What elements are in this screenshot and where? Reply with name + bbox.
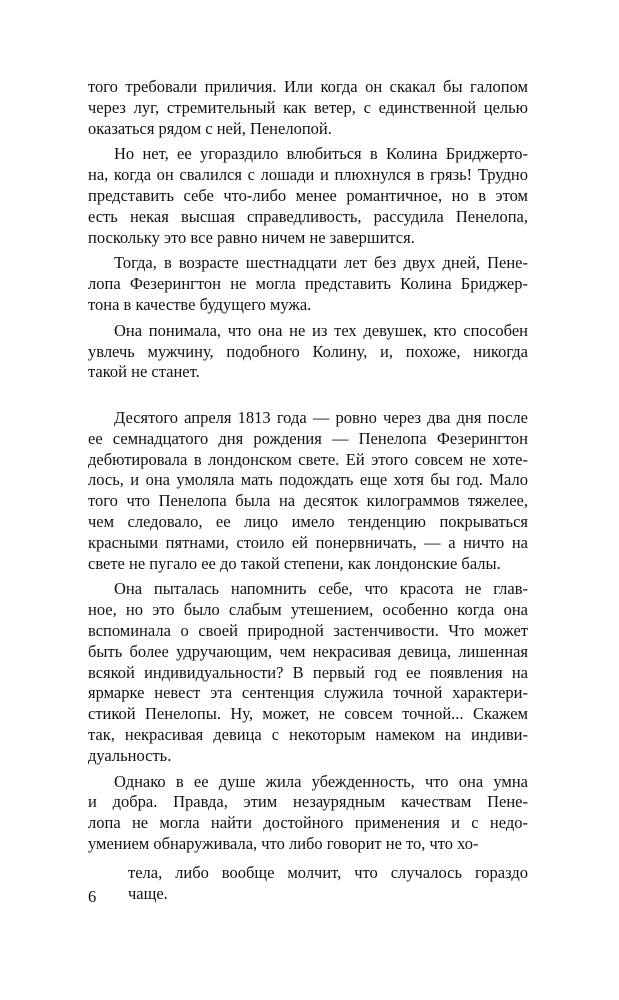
text-line: представить себе что-либо менее романтичное, но в этом: [88, 185, 528, 205]
text-line: такой не станет.: [88, 362, 200, 382]
text-line: чаще.: [128, 883, 168, 903]
text-line: Она понимала, что она не из тех девушек, кто способен: [114, 320, 528, 340]
text-line: лопа не могла найти достойного применения и с недо-: [88, 813, 528, 833]
text-line: того требовали приличия. Или когда он скакал бы галопом: [88, 77, 528, 96]
text-line: поскольку это все равно ничем не завершится.: [88, 227, 415, 247]
text-line: того что Пенелопа была на десяток килограммов тяжелее,: [88, 491, 528, 511]
text-line: лось, и она умоляла мать подождать еще хотя бы год. Мало: [88, 470, 528, 490]
paragraph: [88, 579, 528, 766]
paragraph: [88, 321, 528, 383]
text-line: красными пятнами, стоило ей понервничать, — а ничто на: [88, 532, 528, 552]
text-section-1: [88, 77, 528, 388]
text-line: ярмарке невест эта сентенция служила точной характери-: [88, 683, 528, 703]
text-line: через луг, стремительный как ветер, с единственной целью: [88, 97, 528, 117]
text-line: Однако в ее душе жила убежденность, что она умна: [114, 771, 528, 791]
text-line: есть некая высшая справедливость, рассудила Пенелопа,: [88, 206, 528, 226]
text-line: Десятого апреля 1813 года — ровно через два дня после: [114, 408, 528, 427]
text-line: оказаться рядом с ней, Пенелопой.: [88, 118, 332, 138]
text-line: Она пыталась напомнить себе, что красота не глав-: [114, 579, 528, 599]
text-line: лопа Фезерингтон не могла представить Колина Бриджер-: [88, 274, 528, 294]
text-line: чем следовало, ее лицо имело тенденцию покрываться: [88, 511, 528, 531]
text-line: дуальность.: [88, 745, 172, 765]
text-line: на, когда он свалился с лошади и плюхнулся в грязь! Трудно: [88, 165, 528, 185]
text-line: вспоминала о своей природной застенчивости. Что может: [88, 620, 528, 640]
text-line: и добра. Правда, этим незаурядным качествам Пене-: [88, 792, 528, 812]
text-line: так, некрасивая девица с некоторым намеком на индиви-: [88, 724, 528, 744]
text-line: умением обнаруживала, что либо говорит не то, что хо-: [88, 833, 479, 853]
text-line: свете не пугало ее до такой степени, как лондонские балы.: [88, 553, 501, 573]
text-line: всякой индивидуальности? В первый год ее появления на: [88, 662, 528, 682]
text-line: Но нет, ее угораздило влюбиться в Колина Бриджерто-: [114, 144, 528, 164]
paragraph: [88, 253, 528, 315]
paragraph: [88, 408, 528, 574]
paragraph: [88, 77, 528, 139]
text-line: тела, либо вообще молчит, что случалось гораздо: [128, 863, 528, 882]
text-line: быть более удручающим, чем некрасивая девица, лишенная: [88, 641, 528, 661]
paragraph: [88, 144, 528, 248]
paragraph: [88, 772, 528, 855]
text-line: ное, но это было слабым утешением, особенно когда она: [88, 600, 528, 620]
text-line: увлечь мужчину, подобного Колину, и, похоже, никогда: [88, 341, 528, 361]
text-section-2: [88, 408, 528, 860]
text-line: дебютировала в лондонском свете. Ей этого совсем не хоте-: [88, 449, 528, 469]
text-continuation: [88, 863, 528, 905]
text-line: ее семнадцатого дня рождения — Пенелопа Фезерингтон: [88, 428, 528, 448]
text-line: стикой Пенелопы. Ну, может, не совсем точной... Скажем: [88, 704, 528, 724]
text-line: тона в качестве будущего мужа.: [88, 294, 312, 314]
text-line: Тогда, в возрасте шестнадцати лет без двух дней, Пене-: [114, 253, 528, 273]
page-number: 6: [88, 887, 97, 906]
